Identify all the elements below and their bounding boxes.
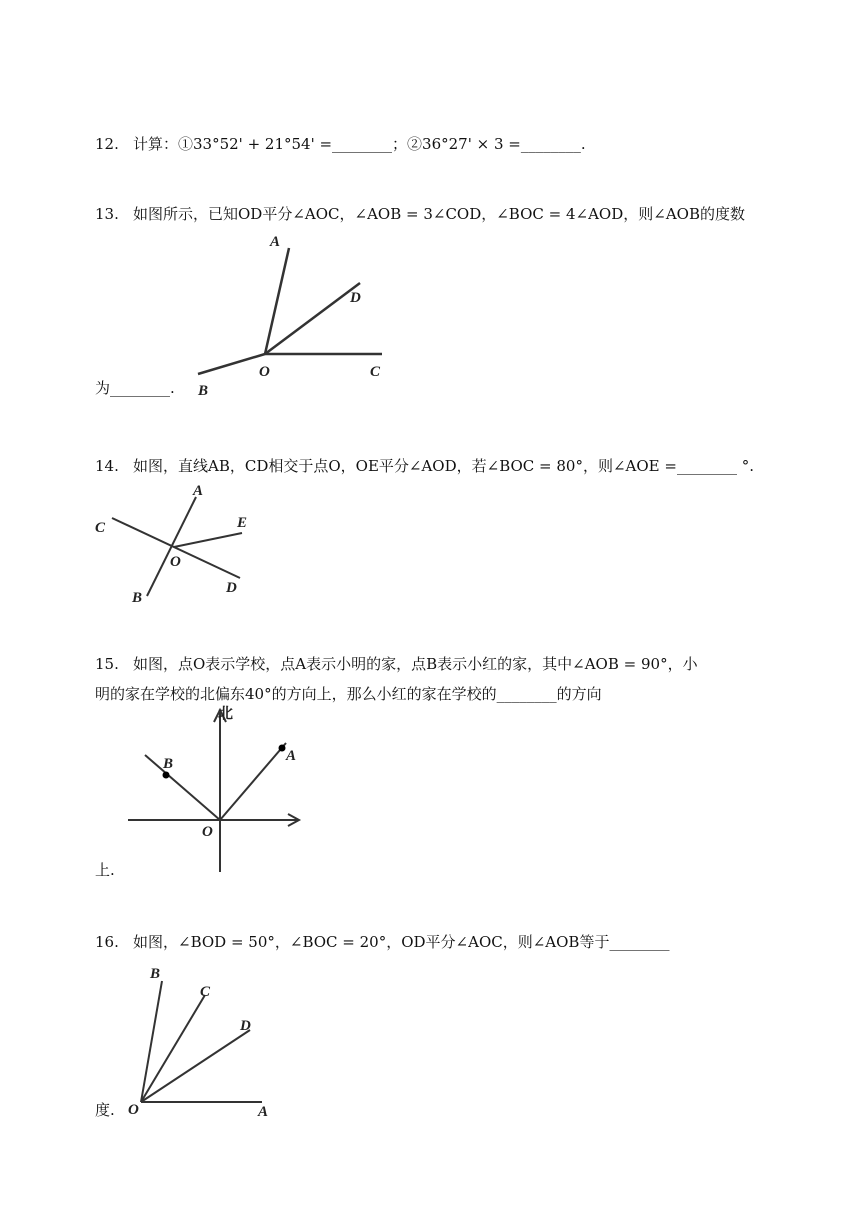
question-text: 如图，点O表示学校，点A表示小明的家，点B表示小红的家，其中∠AOB = 90°，小 [133,655,698,673]
continuation-text: 度. [95,1101,115,1119]
label-d: D [350,290,361,306]
label-c: C [370,364,381,380]
label-o: O [259,364,270,380]
label-o: O [170,554,181,570]
label-a: A [286,748,297,764]
label-d: D [240,1018,251,1034]
label-d: D [226,580,237,596]
question-text: 如图，∠BOD = 50°，∠BOC = 20°，OD平分∠AOC，则∠AOB等于________ [133,933,670,951]
ray-od [141,1030,250,1102]
label-o: O [202,824,213,840]
label-e: E [237,515,248,531]
question-number: 16. [95,933,119,951]
label-b: B [163,756,174,772]
question-number: 13. [95,205,119,223]
label-o: O [128,1102,139,1118]
question-text: 如图所示，已知OD平分∠AOC，∠AOB = 3∠COD，∠BOC = 4∠AOD，则∠AOB的度数 [133,205,745,223]
continuation-text: 上. [95,861,115,879]
label-north: 北 [218,706,234,722]
question-text: 计算：①33°52' + 21°54' =________；②36°27' × 3 =________. [133,135,586,153]
question-text-2: 明的家在学校的北偏东40°的方向上，那么小红的家在学校的________的方向 [95,685,602,703]
label-a: A [258,1104,269,1120]
question-number: 15. [95,655,119,673]
label-b: B [150,966,161,982]
continuation-text: 为________. [95,379,175,397]
label-c: C [200,984,211,1000]
question-number: 12. [95,135,119,153]
label-a: A [193,483,204,499]
question-number: 14. [95,457,119,475]
label-c: C [95,520,106,536]
label-b: B [132,590,143,606]
label-b: B [198,383,209,399]
question-text: 如图，直线AB，CD相交于点O，OE平分∠AOD，若∠BOC = 80°，则∠AOE =________ °. [133,457,754,475]
label-a: A [270,234,281,250]
question-16-continuation [95,1100,115,1120]
